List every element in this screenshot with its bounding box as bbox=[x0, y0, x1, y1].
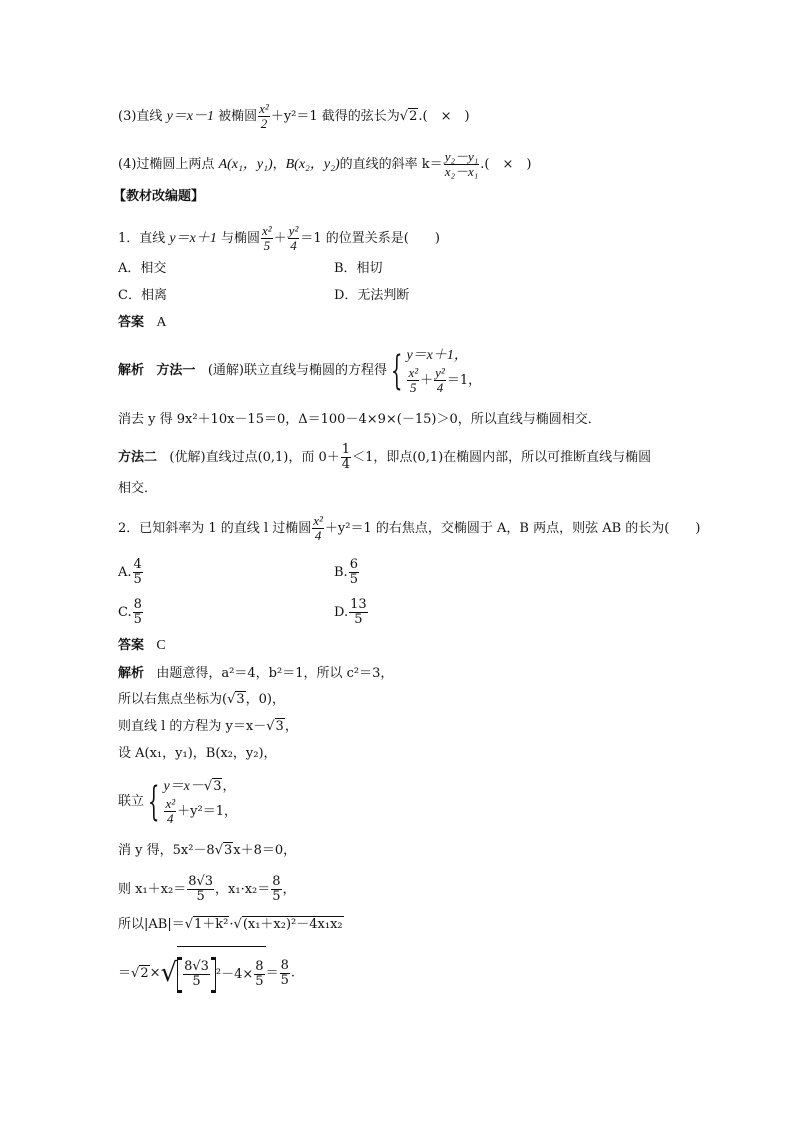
text: 由题意得，a²＝4，b²＝1，所以 c²＝3， bbox=[156, 666, 394, 681]
q1-analysis-method1 bbox=[118, 346, 481, 395]
q2-analysis-5 bbox=[118, 842, 296, 860]
text: 则 x₁＋x₂＝ bbox=[118, 882, 187, 897]
analysis-label: 解析 bbox=[118, 666, 145, 681]
equation-system bbox=[406, 346, 481, 395]
denominator: 5 bbox=[354, 612, 363, 627]
text: ＝ bbox=[265, 965, 279, 981]
numerator: 4 bbox=[133, 557, 142, 572]
denominator: 5 bbox=[255, 974, 264, 989]
q2-stem bbox=[118, 514, 700, 543]
fraction bbox=[434, 366, 446, 395]
numerator: 8 bbox=[272, 874, 281, 889]
text: 所以右焦点坐标为( bbox=[118, 692, 228, 707]
bracket-left bbox=[177, 957, 182, 993]
q2-option-b bbox=[334, 558, 360, 587]
numerator: 1 bbox=[341, 442, 351, 457]
item-number: (3) bbox=[118, 109, 137, 124]
text: 则直线 l 的方程为 y＝x－ bbox=[118, 719, 267, 734]
denominator: 5 bbox=[280, 972, 289, 988]
text: ＋y²＝1， bbox=[177, 804, 237, 819]
fraction bbox=[183, 960, 210, 989]
method-label: 方法二 bbox=[118, 450, 158, 465]
sqrt: √3 bbox=[266, 719, 284, 734]
section-header: 【教材改编题】 bbox=[113, 189, 205, 204]
q2-option-c bbox=[118, 598, 144, 627]
judge-item-3 bbox=[118, 102, 470, 131]
q1-answer bbox=[118, 314, 167, 332]
text: x＋8＝0， bbox=[233, 843, 297, 858]
text: 所以|AB|＝ bbox=[118, 917, 185, 932]
numerator: 8 bbox=[133, 597, 142, 612]
denominator: 5 bbox=[133, 612, 142, 627]
numerator: x² bbox=[165, 796, 176, 811]
option-label: A. bbox=[118, 565, 132, 580]
text: 与椭圆 bbox=[216, 231, 260, 246]
radicand: 2 bbox=[409, 109, 418, 124]
sqrt: √1＋k² bbox=[184, 917, 229, 932]
q2-option-d bbox=[334, 598, 369, 627]
radicand: 2 bbox=[140, 965, 149, 981]
fraction bbox=[133, 558, 143, 587]
text: ＜1，即点(0,1)在椭圆内部，所以可推断直线与椭圆 bbox=[352, 450, 652, 465]
denominator: 5 bbox=[196, 889, 205, 904]
equation: y＝x－1 bbox=[166, 109, 214, 124]
equation: $\frac{\text{x²}}{5}$ ＋ $\frac{\text{y²}}{4}$ ＝1， bbox=[408, 365, 482, 395]
equation: y＝x＋1， bbox=[406, 348, 468, 363]
sqrt: √(x₁＋x₂)²－4x₁x₂ bbox=[233, 917, 343, 932]
text: ＋y²＝1 的右焦点，交椭圆于 A，B 两点，则弦 AB 的长为( ) bbox=[324, 521, 701, 536]
denominator: 4 bbox=[436, 380, 444, 395]
text: y＝x－ bbox=[163, 779, 204, 794]
text: 被椭圆 bbox=[214, 109, 258, 124]
point-a: A(x₁，y₁) bbox=[218, 157, 273, 172]
item-number: (4) bbox=[118, 157, 137, 172]
answer-label: 答案 bbox=[118, 638, 145, 653]
text: 过椭圆上两点 bbox=[136, 157, 219, 172]
q2-answer bbox=[118, 637, 166, 655]
denominator: 4 bbox=[167, 811, 174, 826]
q2-analysis-2 bbox=[118, 691, 285, 709]
sqrt: √2 bbox=[131, 965, 149, 981]
radicand: 3 bbox=[236, 692, 245, 707]
option-label: C. bbox=[118, 605, 132, 620]
analysis-label: 解析 bbox=[118, 363, 145, 378]
numerator: y² bbox=[288, 223, 299, 238]
denominator: 4 bbox=[341, 457, 351, 472]
text: ²－4× bbox=[215, 967, 254, 982]
text: ＝ bbox=[118, 965, 132, 981]
numerator: y² bbox=[435, 365, 445, 380]
mark: .( × ) bbox=[480, 157, 532, 172]
q1-option-c: C．相离 bbox=[118, 288, 167, 303]
equation-system bbox=[163, 777, 237, 826]
fraction bbox=[164, 797, 176, 826]
q1-method2 bbox=[118, 443, 651, 472]
radicand: (x₁＋x₂)²－4x₁x₂ bbox=[242, 917, 343, 932]
fraction bbox=[349, 558, 359, 587]
numerator: x² bbox=[313, 513, 323, 528]
q2-analysis-1 bbox=[118, 665, 393, 683]
q2-analysis-3 bbox=[118, 718, 298, 736]
text: 联立 bbox=[118, 794, 145, 809]
text: 的直线的斜率 k＝ bbox=[339, 157, 443, 172]
numerator: 6 bbox=[349, 557, 358, 572]
numerator: 8√3 bbox=[184, 959, 209, 974]
denominator: 5 bbox=[133, 572, 142, 587]
big-root: √ bbox=[160, 958, 178, 988]
denominator: 5 bbox=[349, 572, 358, 587]
q2-analysis-4: 设 A(x₁，y₁)，B(x₂，y₂)， bbox=[118, 746, 277, 761]
fraction bbox=[271, 875, 281, 904]
text: (优解)直线过点(0,1)，而 0＋ bbox=[169, 450, 340, 465]
q2-analysis-7 bbox=[118, 916, 344, 934]
root-content bbox=[177, 946, 266, 1000]
denominator: 4 bbox=[314, 528, 322, 543]
q2-analysis-6 bbox=[118, 875, 296, 904]
text: ， bbox=[222, 779, 236, 794]
q1-stem bbox=[118, 224, 440, 253]
numerator: y₂－y₁ bbox=[444, 149, 479, 164]
text: ＝1， bbox=[446, 373, 482, 388]
q1-eliminate: 消去 y 得 9x²＋10x－15＝0，Δ＝100－4×9×(－15)＞0，所以直线与椭圆相交． bbox=[118, 412, 601, 427]
numerator: 13 bbox=[350, 597, 367, 612]
radicand: 1＋k² bbox=[194, 917, 229, 932]
fraction bbox=[349, 598, 368, 627]
numerator: 8 bbox=[255, 959, 264, 974]
q2-analysis-8 bbox=[118, 946, 295, 1000]
answer-label: 答案 bbox=[118, 315, 145, 330]
sqrt: √3 bbox=[203, 779, 222, 794]
denominator: 5 bbox=[192, 974, 201, 989]
numerator: x² bbox=[408, 365, 419, 380]
denominator: 5 bbox=[263, 238, 271, 253]
text: 1．直线 bbox=[118, 231, 170, 246]
numerator: x² bbox=[259, 101, 269, 116]
text: 直线 bbox=[136, 109, 167, 124]
option-label: D. bbox=[334, 605, 349, 620]
denominator: 4 bbox=[290, 238, 297, 253]
equation bbox=[163, 777, 237, 797]
q1-method2-cont: 相交． bbox=[118, 481, 158, 496]
text: ， bbox=[284, 719, 298, 734]
option-label: B. bbox=[334, 565, 348, 580]
fraction bbox=[288, 224, 300, 253]
text: 2．已知斜率为 1 的直线 l 过椭圆 bbox=[118, 521, 312, 536]
sqrt: √2 bbox=[399, 109, 418, 124]
radicand: 3 bbox=[275, 719, 284, 734]
text: · bbox=[229, 917, 234, 932]
fraction bbox=[187, 875, 214, 904]
text: ， bbox=[282, 882, 296, 897]
answer-value: A bbox=[156, 315, 167, 330]
fraction bbox=[280, 959, 290, 988]
sqrt: √3 bbox=[227, 692, 245, 707]
radicand: 3 bbox=[224, 843, 233, 858]
text: ，x₁·x₂＝ bbox=[215, 882, 271, 897]
denominator: 5 bbox=[410, 380, 417, 395]
fraction bbox=[312, 514, 324, 543]
equation bbox=[163, 797, 237, 826]
fraction bbox=[407, 366, 419, 395]
numerator: 8 bbox=[280, 957, 289, 973]
sqrt: √3 bbox=[214, 843, 233, 858]
text: ， bbox=[272, 157, 286, 172]
text: ＋y²＝1 截得的弦长为 bbox=[270, 109, 400, 124]
numerator: 8√3 bbox=[188, 874, 214, 889]
numerator: x² bbox=[261, 223, 272, 238]
q2-system bbox=[118, 774, 237, 830]
denominator: 5 bbox=[272, 889, 281, 904]
text: . bbox=[290, 965, 296, 981]
fraction bbox=[133, 598, 143, 627]
fraction bbox=[444, 150, 480, 179]
brace: { bbox=[390, 347, 403, 394]
text: × bbox=[149, 965, 161, 981]
judge-item-4 bbox=[118, 150, 531, 179]
fraction bbox=[261, 224, 273, 253]
q1-option-b: B．相切 bbox=[334, 261, 383, 276]
q2-option-a bbox=[118, 558, 144, 587]
denominator: x₂－x₁ bbox=[444, 164, 479, 179]
equation: y＝x＋1 bbox=[169, 231, 217, 246]
text: ，0)， bbox=[245, 692, 285, 707]
fraction bbox=[254, 960, 264, 989]
radicand: 3 bbox=[213, 779, 222, 794]
fraction bbox=[341, 443, 351, 472]
text: (通解)联立直线与椭圆的方程得 bbox=[207, 363, 387, 378]
mark: .( × ) bbox=[418, 109, 470, 124]
point-b: B(x₂，y₂) bbox=[285, 157, 340, 172]
denominator: 2 bbox=[260, 116, 268, 131]
answer-value: C bbox=[156, 638, 166, 653]
text: ＝1 的位置关系是( ) bbox=[300, 231, 440, 246]
fraction bbox=[258, 102, 270, 131]
q1-option-a: A．相交 bbox=[118, 261, 167, 276]
text: ＋ bbox=[273, 231, 287, 246]
method-label: 方法一 bbox=[156, 363, 196, 378]
q1-option-d: D．无法判断 bbox=[334, 288, 410, 303]
text: 消 y 得，5x²－8 bbox=[118, 843, 215, 858]
brace: { bbox=[148, 778, 160, 825]
